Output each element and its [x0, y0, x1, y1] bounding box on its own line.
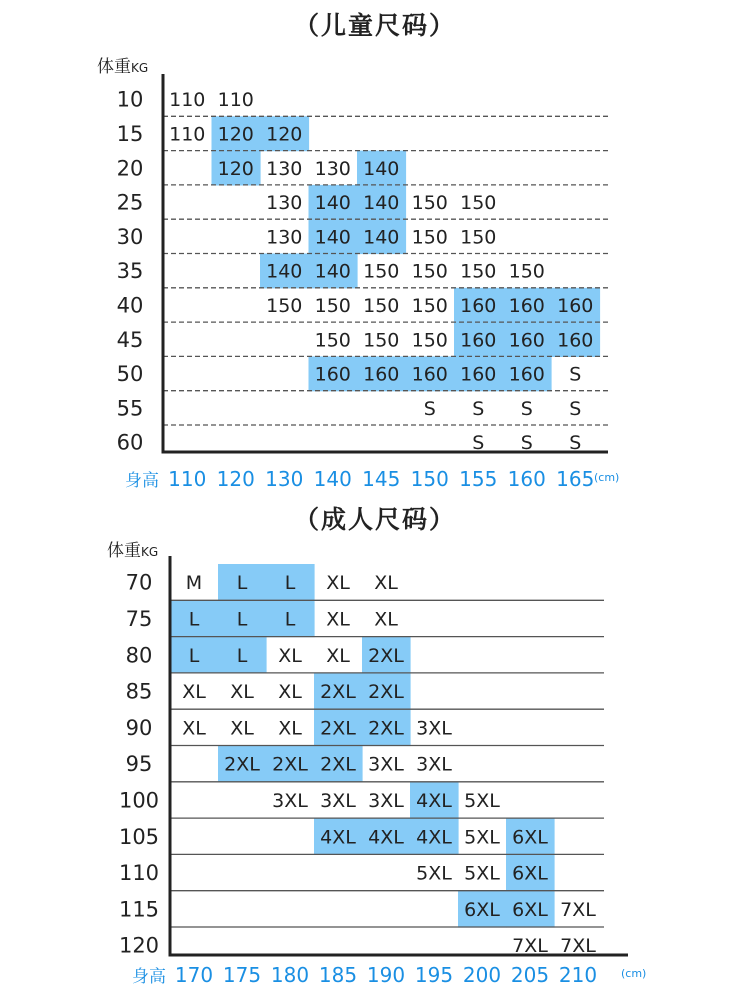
kids-x-axis-label: 身高 — [125, 471, 159, 491]
kids-size-cell: 120 — [266, 123, 303, 146]
kids-size-cell: 160 — [557, 294, 594, 317]
kids-size-cell: 110 — [169, 89, 206, 112]
adult-size-cell: 3XL — [368, 753, 404, 776]
adult-size-cell: L — [188, 644, 200, 667]
kids-size-title: （儿童尺码） — [293, 11, 456, 40]
kids-size-cell: 160 — [508, 363, 545, 386]
kids-size-cell: S — [472, 397, 485, 420]
kids-size-cell: 150 — [411, 329, 448, 352]
kids-size-cell: 140 — [314, 226, 351, 249]
adult-height-tick-label: 175 — [222, 963, 262, 987]
adult-size-cell: 5XL — [416, 862, 452, 885]
kids-size-cell: 120 — [217, 157, 254, 180]
adult-size-cell: 4XL — [368, 826, 404, 849]
kids-y-axis-unit: KG — [131, 61, 149, 75]
kids-size-cell: 110 — [217, 89, 254, 112]
kids-size-cell: 120 — [217, 123, 254, 146]
adult-size-cell: 4XL — [320, 826, 356, 849]
kids-height-tick-label: 110 — [168, 467, 207, 491]
adult-size-cell: 4XL — [416, 789, 452, 812]
kids-size-cell: 150 — [363, 329, 400, 352]
adult-size-cell: 6XL — [512, 898, 548, 921]
adult-weight-tick-label: 85 — [125, 679, 153, 704]
adult-height-tick-label: 185 — [318, 963, 358, 987]
kids-size-cell: 130 — [314, 157, 351, 180]
adult-size-cell: 3XL — [416, 753, 452, 776]
adult-size-cell: M — [185, 572, 203, 595]
kids-size-cell: 160 — [460, 329, 497, 352]
adult-size-cell: L — [236, 572, 248, 595]
adult-size-cell: XL — [374, 572, 398, 595]
kids-size-cell: 160 — [460, 363, 497, 386]
kids-height-tick-label: 145 — [362, 467, 401, 491]
adult-height-tick-label: 205 — [510, 963, 550, 987]
adult-height-tick-label: 180 — [270, 963, 310, 987]
kids-size-cell: S — [569, 363, 582, 386]
kids-weight-tick-label: 15 — [116, 121, 144, 146]
adult-weight-tick-label: 90 — [125, 715, 153, 740]
kids-weight-tick-label: 50 — [116, 362, 144, 387]
adult-size-cell: 4XL — [416, 826, 452, 849]
kids-size-cell: 160 — [314, 363, 351, 386]
kids-size-cell: 150 — [508, 260, 545, 283]
kids-size-cell: 160 — [460, 294, 497, 317]
kids-size-cell: 140 — [363, 157, 400, 180]
adult-size-cell: 2XL — [320, 681, 356, 704]
kids-size-cell: 160 — [508, 329, 545, 352]
adult-size-cell: 2XL — [272, 753, 308, 776]
adult-size-cell: L — [236, 608, 248, 631]
kids-weight-tick-label: 45 — [116, 327, 144, 352]
kids-size-cell: 140 — [314, 192, 351, 215]
adult-size-cell: L — [188, 608, 200, 631]
kids-weight-tick-label: 35 — [116, 259, 144, 284]
adult-size-cell: 6XL — [464, 898, 500, 921]
kids-size-cell: 150 — [460, 226, 497, 249]
adult-size-cell: 2XL — [224, 753, 260, 776]
kids-size-cell: S — [423, 397, 436, 420]
kids-size-cell: S — [520, 432, 533, 455]
kids-weight-tick-label: 55 — [116, 396, 144, 421]
adult-size-cell: 5XL — [464, 826, 500, 849]
adult-size-cell: XL — [182, 717, 206, 740]
kids-size-cell: 150 — [363, 294, 400, 317]
kids-size-cell: 150 — [411, 294, 448, 317]
kids-x-axis-unit: (cm) — [594, 471, 620, 484]
adult-size-cell: XL — [278, 644, 302, 667]
kids-size-cell: 150 — [314, 329, 351, 352]
adult-size-cell: L — [284, 608, 296, 631]
adult-size-cell: 3XL — [320, 789, 356, 812]
kids-size-cell: 140 — [363, 192, 400, 215]
adult-y-axis-label: 体重 — [107, 541, 141, 561]
kids-height-tick-label: 160 — [507, 467, 546, 491]
adult-size-cell: 6XL — [512, 862, 548, 885]
kids-size-cell: S — [569, 432, 582, 455]
kids-height-tick-label: 120 — [216, 467, 255, 491]
adult-size-cell: XL — [326, 608, 350, 631]
adult-y-axis-unit: KG — [141, 545, 159, 559]
kids-height-tick-label: 155 — [459, 467, 498, 491]
kids-y-axis-label: 体重 — [97, 57, 131, 77]
kids-height-tick-label: 150 — [410, 467, 449, 491]
kids-height-tick-label: 140 — [313, 467, 352, 491]
kids-weight-tick-label: 25 — [116, 190, 144, 215]
kids-size-cell: 160 — [508, 294, 545, 317]
adult-size-cell: 2XL — [320, 753, 356, 776]
kids-size-cell: 160 — [557, 329, 594, 352]
adult-y-axis-title — [107, 541, 158, 561]
adult-size-cell: 2XL — [368, 681, 404, 704]
kids-size-cell: 150 — [411, 226, 448, 249]
kids-size-cell: 150 — [460, 260, 497, 283]
kids-size-cell: 130 — [266, 192, 303, 215]
adult-height-tick-label: 195 — [414, 963, 454, 987]
kids-size-cell: 150 — [314, 294, 351, 317]
kids-size-cell: S — [472, 432, 485, 455]
kids-weight-tick-label: 20 — [116, 156, 144, 181]
adult-height-tick-label: 170 — [174, 963, 214, 987]
kids-size-cell: S — [569, 397, 582, 420]
adult-weight-tick-label: 100 — [118, 788, 160, 813]
kids-size-cell: 110 — [169, 123, 206, 146]
kids-size-cell: 150 — [363, 260, 400, 283]
kids-size-cell: 130 — [266, 157, 303, 180]
adult-size-cell: 3XL — [368, 789, 404, 812]
adult-weight-tick-label: 70 — [125, 570, 153, 595]
adult-weight-tick-label: 115 — [118, 897, 160, 922]
kids-size-cell: 160 — [363, 363, 400, 386]
adult-size-cell: XL — [230, 681, 254, 704]
adult-size-cell: 7XL — [560, 935, 596, 958]
adult-size-cell: 2XL — [368, 644, 404, 667]
kids-size-cell: 150 — [411, 260, 448, 283]
adult-height-tick-label: 210 — [558, 963, 598, 987]
kids-height-tick-label: 165 — [556, 467, 595, 491]
adult-size-cell: L — [284, 572, 296, 595]
adult-size-cell: XL — [278, 717, 302, 740]
adult-size-cell: XL — [182, 681, 206, 704]
adult-size-cell: 3XL — [272, 789, 308, 812]
adult-weight-tick-label: 80 — [125, 643, 153, 668]
adult-size-cell: XL — [230, 717, 254, 740]
adult-weight-tick-label: 75 — [125, 606, 153, 631]
adult-size-cell: XL — [278, 681, 302, 704]
adult-size-cell: XL — [374, 608, 398, 631]
kids-weight-tick-label: 40 — [116, 293, 144, 318]
adult-size-cell: XL — [326, 572, 350, 595]
kids-weight-tick-label: 30 — [116, 224, 144, 249]
adult-size-cell: 6XL — [512, 826, 548, 849]
adult-size-cell: 3XL — [416, 717, 452, 740]
adult-weight-tick-label: 110 — [118, 861, 160, 886]
kids-size-cell: 150 — [266, 294, 303, 317]
kids-size-cell: 150 — [460, 192, 497, 215]
kids-size-cell: 140 — [314, 260, 351, 283]
kids-weight-tick-label: 10 — [116, 87, 144, 112]
adult-x-axis-label: 身高 — [132, 967, 166, 987]
kids-size-cell: 140 — [363, 226, 400, 249]
adult-size-cell: 5XL — [464, 862, 500, 885]
kids-size-cell: S — [520, 397, 533, 420]
kids-height-tick-label: 130 — [265, 467, 304, 491]
adult-size-title: （成人尺码） — [293, 505, 456, 534]
adult-weight-tick-label: 105 — [118, 824, 160, 849]
adult-size-cell: 2XL — [368, 717, 404, 740]
adult-x-axis-unit: (cm) — [621, 967, 647, 980]
adult-height-tick-label: 190 — [366, 963, 406, 987]
adult-height-tick-label: 200 — [462, 963, 502, 987]
adult-size-cell: 7XL — [512, 935, 548, 958]
adult-size-cell: 7XL — [560, 898, 596, 921]
kids-size-cell: 130 — [266, 226, 303, 249]
adult-size-cell: 5XL — [464, 789, 500, 812]
adult-size-cell: 2XL — [320, 717, 356, 740]
adult-weight-tick-label: 95 — [125, 752, 153, 777]
kids-size-cell: 150 — [411, 192, 448, 215]
adult-size-cell: XL — [326, 644, 350, 667]
adult-size-cell: L — [236, 644, 248, 667]
kids-size-cell: 160 — [411, 363, 448, 386]
kids-size-cell: 140 — [266, 260, 303, 283]
adult-weight-tick-label: 120 — [118, 933, 160, 958]
kids-weight-tick-label: 60 — [116, 430, 144, 455]
